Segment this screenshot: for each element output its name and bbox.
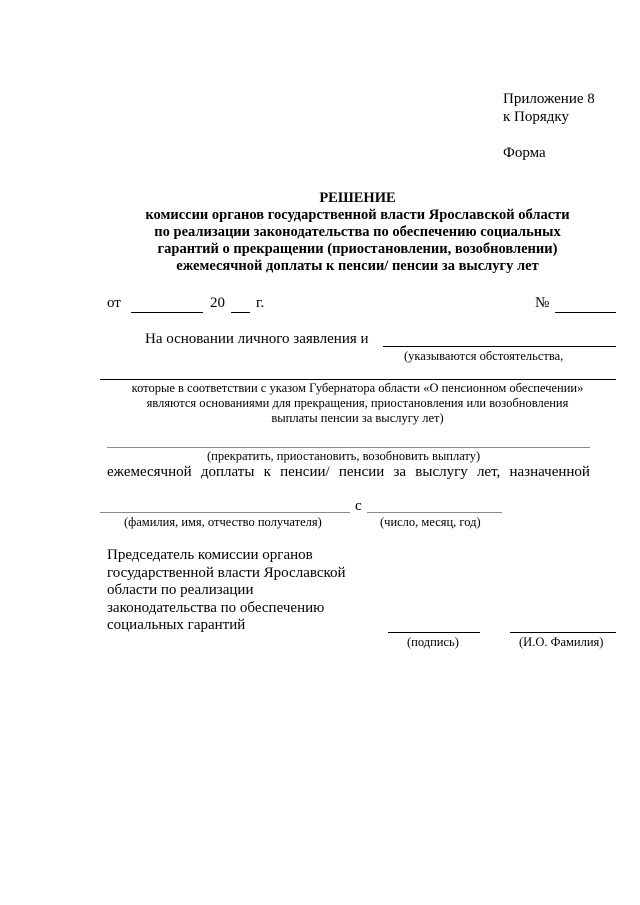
signature-blank[interactable] [388,632,480,633]
payment-word: к [263,464,271,480]
chairman-line-2: государственной власти Ярославской [107,564,346,581]
chairman-line-5: социальных гарантий [107,617,246,633]
payment-word: пенсии/ [280,464,330,480]
note-line-1: которые в соответствии с указом Губернатора области «О пенсионном обеспечении» [131,381,584,395]
note-action: (прекратить, приостановить, возобновить выплату) [207,449,481,463]
chairman-line-1: Председатель комиссии органов [107,547,313,563]
form-label: Форма [503,145,546,161]
payment-word: лет, [476,464,501,480]
note-line-2: являются основаниями для прекращения, приостановления или возобновления [146,396,569,410]
title-line-3: гарантий о прекращении (приостановлении, возобновлении) [157,241,558,257]
appendix-line-1: Приложение 8 [503,91,595,107]
number-sign: № [535,295,550,311]
payment-word: за [393,464,407,480]
title-heading: РЕШЕНИЕ [319,190,396,206]
name-blank[interactable] [510,632,616,633]
circumstances-blank-1[interactable] [383,346,616,347]
from-letter: с [355,498,362,514]
start-date-blank[interactable] [367,512,502,513]
document-title [100,190,615,275]
appendix-line-2: к Порядку [503,109,569,125]
note-name: (И.О. Фамилия) [519,635,604,649]
note-date: (число, месяц, год) [380,515,481,529]
payment-word: выслугу [415,464,468,480]
note-circumstances: (указываются обстоятельства, [404,349,564,363]
year-blank[interactable] [231,312,250,313]
payment-word: пенсии [338,464,385,480]
chairman-title [107,547,346,635]
year-prefix: 20 [210,295,225,311]
circumstances-blank-2[interactable] [100,379,616,380]
note-circumstances-continued [100,381,615,426]
date-day-blank[interactable] [131,312,203,313]
note-signature: (подпись) [407,635,459,649]
basis-text: На основании личного заявления и [145,331,369,347]
date-from-label: от [107,295,121,311]
chairman-line-4: законодательства по обеспечению [107,599,325,616]
note-fio: (фамилия, имя, отчество получателя) [124,515,322,529]
action-blank[interactable] [107,447,590,448]
note-line-3: выплаты пенсии за выслугу лет) [271,411,444,425]
title-line-4: ежемесячной доплаты к пенсии/ пенсии за выслугу лет [176,258,539,274]
title-line-1: комиссии органов государственной власти Ярославской области [145,207,570,223]
payment-word: доплаты [200,464,255,480]
year-suffix: г. [256,295,265,311]
title-line-2: по реализации законодательства по обеспечению социальных [154,224,561,240]
number-blank[interactable] [555,312,616,313]
chairman-line-3: области по реализации [107,582,254,598]
payment-word: назначенной [509,464,590,480]
payment-word: ежемесячной [107,464,192,480]
recipient-name-blank[interactable] [100,512,350,513]
payment-line [107,464,590,481]
